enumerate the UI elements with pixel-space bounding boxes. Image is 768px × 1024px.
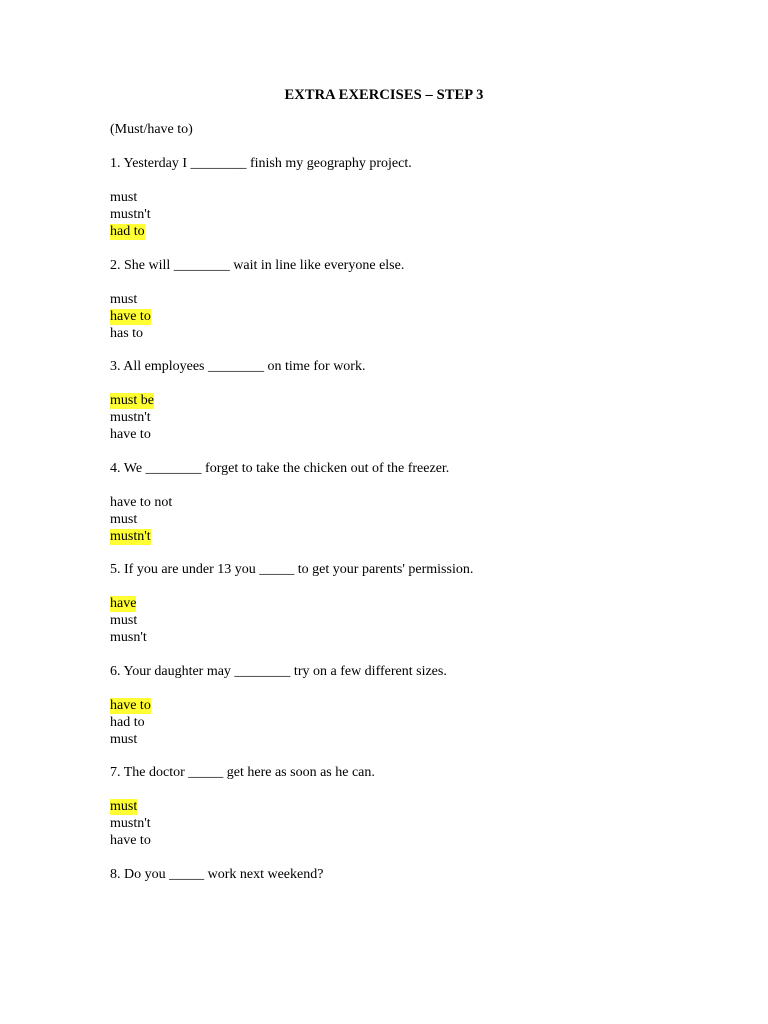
exercise-question: 3. All employees ________ on time for work. [110,359,366,374]
exercise-item [110,561,710,663]
exercise-item [110,866,710,968]
exercise-question: 5. If you are under 13 you _____ to get your parents' permission. [110,562,474,577]
answer-option-text: has to [110,325,144,341]
answer-option [110,189,710,206]
answer-options [110,697,710,748]
answer-option [110,426,710,443]
answer-option-text: mustn't [110,207,151,222]
answer-option [110,629,710,646]
answer-options [110,798,710,849]
answer-option-text: had to [110,224,145,239]
answer-option-correct [110,697,710,714]
answer-option-text: mustn't [110,816,151,831]
answer-options [110,189,710,240]
answer-option [110,815,710,832]
answer-option-correct [110,392,710,409]
answer-option-text: must [110,511,138,527]
answer-option-text: musn't [110,630,147,645]
answer-option-text: have [110,596,137,611]
answer-option-correct [110,223,710,240]
exercise-item [110,358,710,460]
exercise-list [110,155,710,967]
exercise-item [110,155,710,257]
exercise-question: 6. Your daughter may ________ try on a few different sizes. [110,663,447,679]
answer-option [110,494,710,511]
answer-option-text: have to [110,427,151,442]
answer-options [110,494,710,545]
exercise-question: 8. Do you _____ work next weekend? [110,866,324,882]
answer-options [110,291,710,342]
exercise-question: 7. The doctor _____ get here as soon as he can. [110,765,375,780]
exercise-question: 1. Yesterday I ________ finish my geography project. [110,156,412,171]
answer-option-correct [110,308,710,325]
answer-option-text: must [110,291,138,307]
answer-option-text: must [110,799,138,814]
answer-option [110,409,710,426]
exercise-item [110,764,710,866]
answer-option [110,832,710,849]
answer-option-text: have to [110,308,151,324]
answer-options [110,595,710,646]
exercise-item [110,257,710,359]
answer-option [110,714,710,731]
exercise-question: 4. We ________ forget to take the chicken out of the freezer. [110,460,450,476]
exercise-question: 2. She will ________ wait in line like everyone else. [110,257,405,273]
answer-options [110,392,710,443]
answer-option-text: had to [110,714,145,730]
answer-option-text: must [110,613,138,628]
answer-option-text: must be [110,393,154,408]
answer-option-correct [110,595,710,612]
answer-option [110,325,710,342]
answer-option-text: have to [110,833,151,848]
exercise-item [110,663,710,765]
answer-option-text: have to [110,697,151,713]
answer-option [110,206,710,223]
answer-option-correct [110,528,710,545]
page-subtitle: (Must/have to) [110,122,193,137]
answer-option [110,291,710,308]
answer-option-text: must [110,731,138,747]
answer-option-text: mustn't [110,410,151,425]
answer-option-text: must [110,190,138,205]
answer-option-text: have to not [110,494,173,510]
page-title: EXTRA EXERCISES – STEP 3 [284,87,484,103]
answer-option [110,511,710,528]
answer-option-text: mustn't [110,528,151,544]
answer-option-correct [110,798,710,815]
exercise-item [110,460,710,562]
answer-option [110,612,710,629]
answer-option [110,731,710,748]
